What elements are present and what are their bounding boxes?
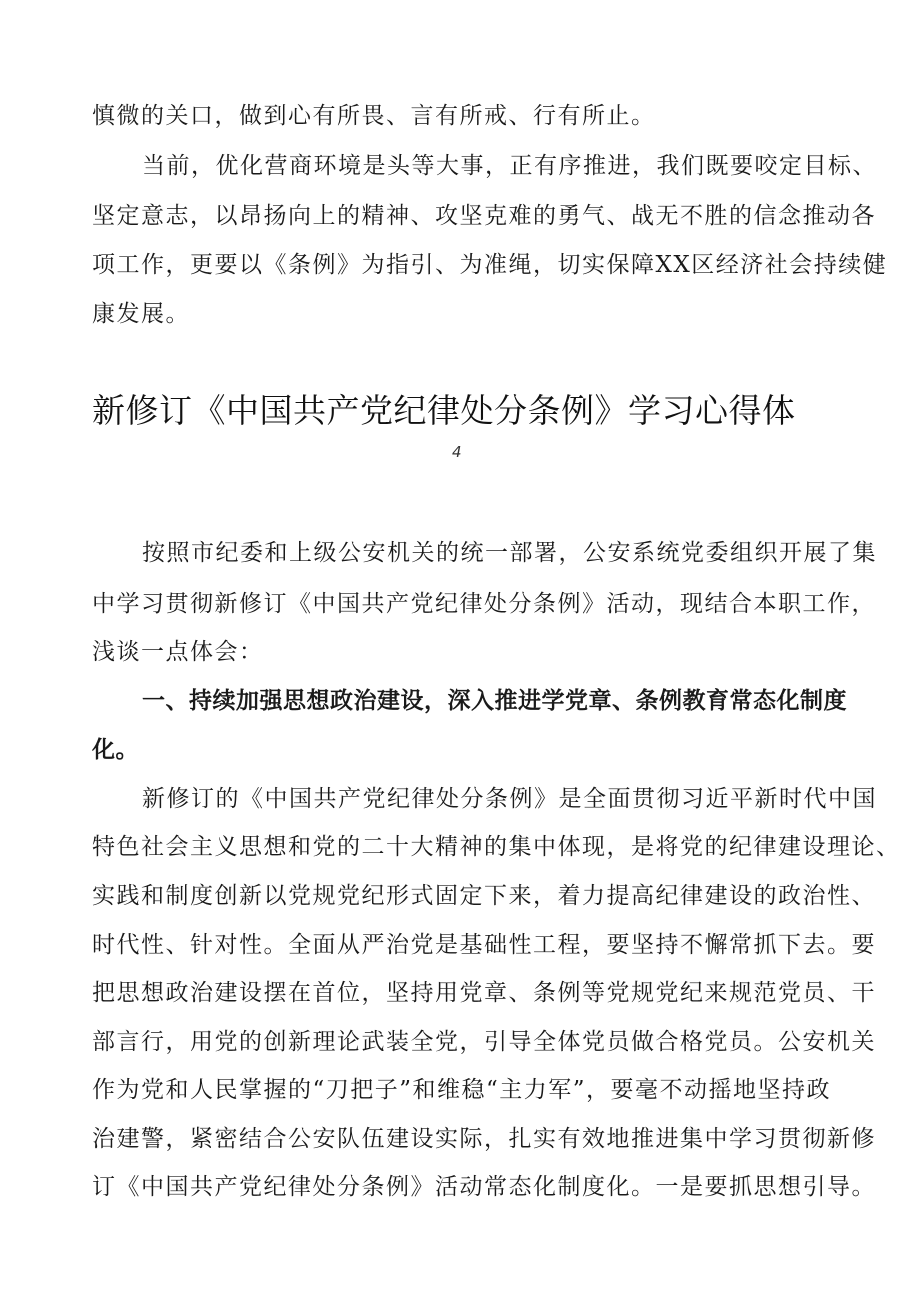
paragraph-line: 作为党和人民掌握的“刀把子”和维稳“主力军”，要毫不动摇地坚持政 <box>92 1077 832 1103</box>
article-title: 新修订《中国共产党纪律处分条例》学习心得体 <box>92 391 796 430</box>
paragraph-line: 新修订的《中国共产党纪律处分条例》是全面贯彻习近平新时代中国 <box>142 786 877 812</box>
paragraph-line: 按照市纪委和上级公安机关的统一部署，公安系统党委组织开展了集 <box>142 540 877 566</box>
section-heading: 化。 <box>92 737 139 763</box>
paragraph-line: 浅谈一点体会： <box>92 639 264 665</box>
paragraph-line: 把思想政治建设摆在首位，坚持用党章、条例等党规党纪来规范党员、干 <box>92 980 876 1006</box>
section-heading: 一、持续加强思想政治建设，深入推进学党章、条例教育常态化制度 <box>142 688 847 714</box>
paragraph-line: 中学习贯彻新修订《中国共产党纪律处分条例》活动，现结合本职工作， <box>92 591 876 617</box>
paragraph-line: 治建警，紧密结合公安队伍建设实际，扎实有效地推进集中学习贯彻新修 <box>92 1126 876 1152</box>
paragraph-line: 订《中国共产党纪律处分条例》活动常态化制度化。一是要抓思想引导。 <box>92 1174 876 1200</box>
paragraph-line: 时代性、针对性。全面从严治党是基础性工程，要坚持不懈常抓下去。要 <box>92 932 876 958</box>
paragraph-line: 坚定意志，以昂扬向上的精神、攻坚克难的勇气、战无不胜的信念推动各 <box>92 203 876 229</box>
paragraph-line: 项工作，更要以《条例》为指引、为准绳，切实保障XX区经济社会持续健 <box>92 252 888 278</box>
paragraph-line: 当前，优化营商环境是头等大事，正有序推进，我们既要咬定目标、 <box>142 153 877 179</box>
paragraph-line: 慎微的关口，做到心有所畏、言有所戒、行有所止。 <box>92 103 656 129</box>
paragraph-line: 特色社会主义思想和党的二十大精神的集中体现，是将党的纪律建设理论、 <box>92 834 901 860</box>
paragraph-line: 部言行，用党的创新理论武装全党，引导全体党员做合格党员。公安机关 <box>92 1029 876 1055</box>
paragraph-line: 实践和制度创新以党规党纪形式固定下来，着力提高纪律建设的政治性、 <box>92 883 876 909</box>
article-number: 4 <box>452 443 462 461</box>
paragraph-line: 康发展。 <box>92 301 190 327</box>
